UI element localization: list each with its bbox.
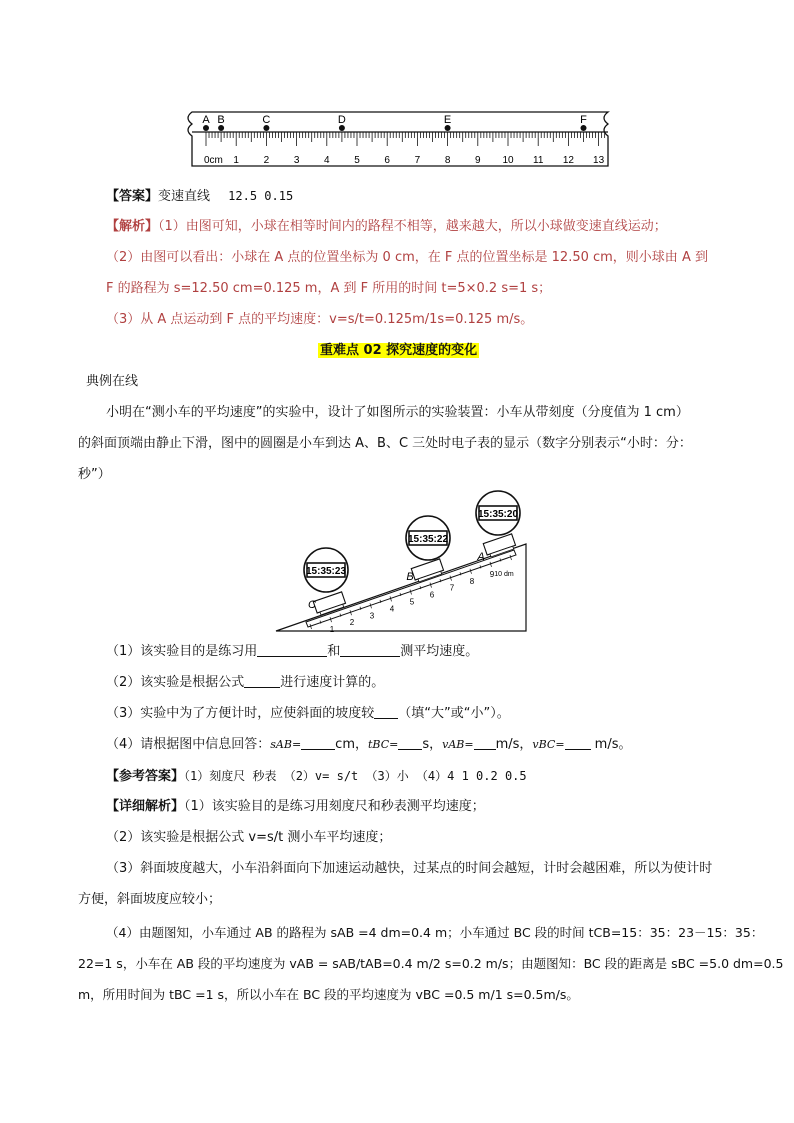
ruler-tick-label: 8 — [444, 155, 451, 166]
answer-text: 变速直线 — [158, 189, 211, 204]
incline-tick-label: 6 — [429, 590, 435, 600]
analysis-line-1 — [106, 217, 667, 237]
detail-line-1 — [106, 797, 485, 817]
incline-tick-label: 4 — [389, 604, 395, 614]
analysis-text-1: （1）由图可知，小球在相等时间内的路程不相等，越来越大，所以小球做变速直线运动； — [158, 219, 667, 234]
ruler-tick-label: 1 — [233, 155, 239, 166]
q4-text-a: （4）请根据图中信息回答： — [106, 737, 271, 752]
q1-text-a: （1）该实验目的是练习用 — [106, 644, 258, 659]
q4-vbc: vBC= — [532, 738, 565, 751]
problem-line-3: 秒”） — [78, 467, 111, 482]
ruler-point-label: E — [443, 114, 452, 126]
analysis-line-4: （3）从 A 点运动到 F 点的平均速度：v=s/t=0.125m/1s=0.125 m/s。 — [106, 312, 534, 327]
q4-blank-sab[interactable] — [301, 735, 335, 750]
incline-tick-label: 3 — [369, 611, 375, 621]
ruler-tick-label: 9 — [475, 155, 481, 166]
ruler-tick-label: 2 — [263, 155, 270, 166]
q3-blank[interactable] — [374, 704, 398, 719]
question-2 — [106, 673, 384, 693]
ruler-figure — [180, 106, 620, 172]
detail-line-7: m，所用时间为 tBC =1 s，所以小车在 BC 段的平均速度为 vBC =0.5 m/1 s=0.5m/s。 — [78, 987, 579, 1002]
clock-time-b: 15:35:22 — [407, 534, 449, 545]
q4-cm: cm， — [335, 737, 368, 752]
analysis-line-2: （2）由图可以看出：小球在 A 点的位置坐标为 0 cm，在 F 点的位置坐标是 12.50 cm，则小球由 A 到 — [106, 250, 708, 265]
answer-values: 12.5 0.15 — [228, 189, 294, 203]
ruler-tick-label: 7 — [414, 155, 421, 166]
q3-text-a: （3）实验中为了方便计时，应使斜面的坡度较 — [106, 706, 375, 721]
analysis-label: 【解析】 — [106, 219, 159, 234]
q4-vab: vAB= — [442, 738, 474, 751]
cart-label-a: A — [477, 551, 485, 563]
q1-blank-1[interactable] — [257, 642, 327, 657]
ruler-point-label: C — [262, 114, 271, 126]
q1-blank-2[interactable] — [340, 642, 400, 657]
ref-answer-text: （1）刻度尺 秒表 （2）v= s/t （3）小 （4）4 1 0.2 0.5 — [184, 769, 527, 783]
q4-s: s， — [422, 737, 443, 752]
ruler-point-label: B — [217, 114, 225, 126]
ruler-point-label: D — [337, 114, 346, 126]
detail-line-3: （3）斜面坡度越大，小车沿斜面向下加速运动越快，过某点的时间会越短，计时会越困难，所以为使计时 — [106, 861, 713, 876]
q4-blank-vbc[interactable] — [565, 735, 591, 750]
ruler-tick-label: 4 — [324, 155, 330, 166]
ruler-tick-label: 11 — [533, 155, 544, 166]
q2-text-b: 进行速度计算的。 — [280, 675, 385, 690]
incline-tick-label: 9 — [489, 569, 495, 579]
example-label: 典例在线 — [86, 374, 139, 389]
ruler-tick-label: 3 — [293, 155, 300, 166]
detail-line-5: （4）由题图知，小车通过 AB 的路程为 sAB =4 dm=0.4 m；小车通过 BC 段的时间 tCB=15：35：23－15：35： — [106, 925, 764, 940]
detail-line-2: （2）该实验是根据公式 v=s/t 测小车平均速度； — [106, 830, 392, 845]
ruler-tick-label: 5 — [354, 155, 360, 166]
cart-label-c: C — [308, 599, 316, 611]
ref-answer-label: 【参考答案】 — [106, 769, 185, 784]
question-4 — [106, 735, 632, 755]
incline-tick-label: 2 — [349, 618, 355, 628]
q4-ms1: m/s， — [495, 737, 533, 752]
q3-text-b: （填“大”或“小”）。 — [398, 706, 510, 721]
incline-tick-label: 7 — [449, 583, 455, 593]
ruler-tick-label: 12 — [562, 155, 574, 166]
problem-line-1: 小明在“测小车的平均速度”的实验中，设计了如图所示的实验装置：小车从带刻度（分度值为 1 cm） — [106, 405, 689, 420]
question-1 — [106, 642, 478, 662]
q1-text-b: 和 — [327, 644, 341, 659]
detail-line-4: 方便，斜面坡度应较小； — [78, 892, 222, 907]
ruler-point-label: F — [580, 114, 587, 126]
incline-tick-label: 1 — [329, 625, 335, 635]
answer-line — [106, 186, 293, 207]
incline-tick-label: 8 — [469, 576, 475, 586]
ref-answer-line — [106, 766, 527, 787]
clock-time-c: 15:35:23 — [305, 566, 347, 577]
q2-blank[interactable] — [244, 673, 280, 688]
detail-text-1: （1）该实验目的是练习用刻度尺和秒表测平均速度； — [184, 799, 485, 814]
q4-ms2: m/s。 — [590, 737, 632, 752]
question-3 — [106, 704, 510, 724]
ruler-unit-label: 0cm — [204, 155, 223, 166]
section-heading — [318, 341, 479, 361]
problem-line-2: 的斜面顶端由静止下滑，图中的圆圈是小车到达 A、B、C 三处时电子表的显示（数字分别表示“小时：分： — [78, 436, 692, 451]
q1-text-c: 测平均速度。 — [400, 644, 479, 659]
clock-time-a: 15:35:20 — [477, 509, 519, 520]
q2-text-a: （2）该实验是根据公式 — [106, 675, 245, 690]
detail-label: 【详细解析】 — [106, 799, 185, 814]
ruler-tick-label: 13 — [593, 155, 605, 166]
ruler-point-label: A — [202, 114, 210, 126]
incline-scale-end: 10 dm — [494, 571, 514, 578]
incline-tick-label: 5 — [409, 597, 415, 607]
q4-tbc: tBC= — [367, 738, 399, 751]
q4-sab: sAB= — [270, 738, 302, 751]
answer-label: 【答案】 — [106, 189, 159, 204]
ruler-tick-label: 10 — [502, 155, 514, 166]
q4-blank-tbc[interactable] — [398, 735, 422, 750]
section-heading-text: 重难点 02 探究速度的变化 — [320, 343, 478, 358]
ruler-tick-label: 6 — [384, 155, 390, 166]
analysis-line-3: F 的路程为 s=12.50 cm=0.125 m，A 到 F 所用的时间 t=5×0.2 s=1 s； — [106, 281, 552, 296]
incline-figure — [270, 488, 540, 636]
cart-label-b: B — [406, 571, 414, 583]
detail-line-6: 22=1 s，小车在 AB 段的平均速度为 vAB = sAB/tAB=0.4 m/2 s=0.2 m/s；由题图知：BC 段的距离是 sBC =5.0 dm=0.5 — [78, 956, 784, 971]
q4-blank-vab[interactable] — [474, 735, 496, 750]
